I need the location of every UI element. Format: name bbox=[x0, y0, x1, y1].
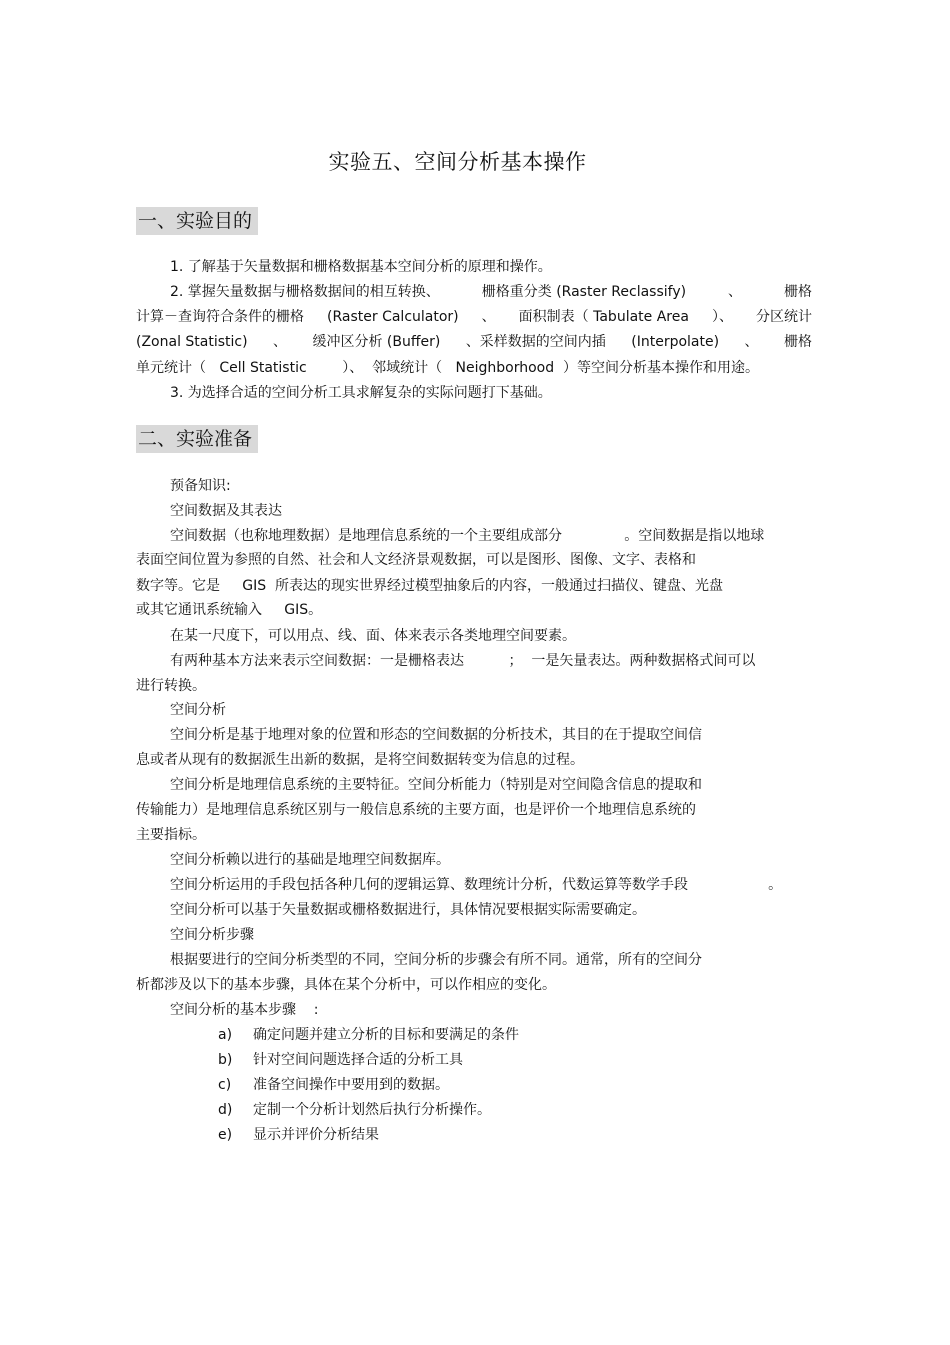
step-letter: e) bbox=[218, 1127, 233, 1143]
step-letter: b) bbox=[218, 1052, 233, 1068]
text-segment: 栅格 bbox=[783, 334, 812, 350]
step-letter: c) bbox=[218, 1077, 232, 1093]
paragraph-line: 空间分析是地理信息系统的主要特征。空间分析能力（特别是对空间隐含信息的提取和 bbox=[170, 777, 702, 793]
paragraph-line: 有两种基本方法来表示空间数据：一是栅格表达 ； 一是矢量表达。两种数据格式间可以 bbox=[170, 653, 756, 669]
paragraph-line: 表面空间位置为参照的自然、社会和人文经济景观数据，可以是图形、图像、文字、表格和 bbox=[136, 552, 696, 568]
section-heading-objectives: 一、实验目的 bbox=[136, 207, 258, 235]
paragraph-line: 空间分析是基于地理对象的位置和形态的空间数据的分析技术，其目的在于提取空间信 bbox=[170, 727, 702, 743]
paragraph-line: 或其它通讯系统输入 GIS。 bbox=[136, 602, 323, 618]
paragraph-line: 空间分析赖以进行的基础是地理空间数据库。 bbox=[170, 852, 450, 868]
objective-item-1: 1. 了解基于矢量数据和栅格数据基本空间分析的原理和操作。 bbox=[170, 259, 552, 275]
text-segment: 、采样数据的空间内插 bbox=[465, 334, 606, 350]
paragraph-line: 息或者从现有的数据派生出新的数据，是将空间数据转变为信息的过程。 bbox=[136, 752, 584, 768]
subheading: 空间分析步骤 bbox=[170, 927, 254, 943]
paragraph-line: 数字等。它是 GIS 所表达的现实世界经过模型抽象后的内容，一般通过扫描仪、键盘、光盘 bbox=[136, 578, 724, 594]
text-segment: 栅格重分类 (Raster Reclassify) bbox=[481, 284, 687, 300]
text-segment: ）、 bbox=[711, 309, 733, 325]
objective-item-2-line-2 bbox=[136, 308, 812, 326]
text-segment: (Raster Calculator) bbox=[327, 309, 459, 325]
text-segment: 2. 掌握矢量数据与栅格数据间的相互转换、 bbox=[170, 284, 440, 300]
text-segment: 缓冲区分析 (Buffer) bbox=[312, 334, 441, 350]
paragraph-line: 传输能力）是地理信息系统区别与一般信息系统的主要方面，也是评价一个地理信息系统的 bbox=[136, 802, 696, 818]
text-segment: 栅格 bbox=[783, 284, 812, 300]
text-segment: 计算－查询符合条件的栅格 bbox=[136, 309, 304, 325]
objective-item-2-line-4: 单元统计（ Cell Statistic ）、 邻域统计（ Neighborhood ）等空间分析基本操作和用途。 bbox=[136, 360, 760, 376]
step-text: 显示并评价分析结果 bbox=[253, 1127, 379, 1143]
text-segment: 、 bbox=[481, 309, 496, 325]
section-heading-preparation: 二、实验准备 bbox=[136, 425, 258, 453]
text-segment: 面积制表（ Tabulate Area bbox=[518, 309, 689, 325]
paragraph-line: 在某一尺度下，可以用点、线、面、体来表示各类地理空间要素。 bbox=[170, 628, 576, 644]
step-text: 定制一个分析计划然后执行分析操作。 bbox=[253, 1102, 491, 1118]
subheading: 空间分析 bbox=[170, 702, 226, 718]
paragraph-line: 预备知识: bbox=[170, 478, 231, 494]
step-text: 针对空间问题选择合适的分析工具 bbox=[253, 1052, 463, 1068]
paragraph-line: 析都涉及以下的基本步骤，具体在某个分析中，可以作相应的变化。 bbox=[136, 977, 556, 993]
page-title: 实验五、空间分析基本操作 bbox=[328, 150, 587, 174]
paragraph-line: 空间分析运用的手段包括各种几何的逻辑运算、数理统计分析，代数运算等数学手段 。 bbox=[170, 877, 783, 893]
text-segment: 、 bbox=[273, 334, 288, 350]
objective-item-2-line-3 bbox=[136, 333, 812, 351]
text-segment: 分区统计 bbox=[755, 309, 812, 325]
step-text: 准备空间操作中要用到的数据。 bbox=[253, 1077, 449, 1093]
paragraph-line: 空间分析的基本步骤 : bbox=[170, 1002, 319, 1018]
text-segment: 、 bbox=[728, 284, 743, 300]
objective-item-2-line-1 bbox=[170, 283, 812, 301]
paragraph-line: 空间分析可以基于矢量数据或栅格数据进行，具体情况要根据实际需要确定。 bbox=[170, 902, 646, 918]
text-segment: (Zonal Statistic) bbox=[136, 334, 248, 350]
paragraph-line: 空间数据（也称地理数据）是地理信息系统的一个主要组成部分 。空间数据是指以地球 bbox=[170, 528, 765, 544]
text-segment: 、 bbox=[744, 334, 759, 350]
step-letter: d) bbox=[218, 1102, 233, 1118]
paragraph-line: 根据要进行的空间分析类型的不同，空间分析的步骤会有所不同。通常，所有的空间分 bbox=[170, 952, 702, 968]
text-segment: (Interpolate) bbox=[631, 334, 720, 350]
paragraph-line: 主要指标。 bbox=[136, 827, 206, 843]
step-text: 确定问题并建立分析的目标和要满足的条件 bbox=[253, 1027, 519, 1043]
objective-item-3: 3. 为选择合适的空间分析工具求解复杂的实际问题打下基础。 bbox=[170, 385, 552, 401]
step-letter: a) bbox=[218, 1027, 233, 1043]
subheading: 空间数据及其表达 bbox=[170, 503, 282, 519]
paragraph-line: 进行转换。 bbox=[136, 678, 206, 694]
